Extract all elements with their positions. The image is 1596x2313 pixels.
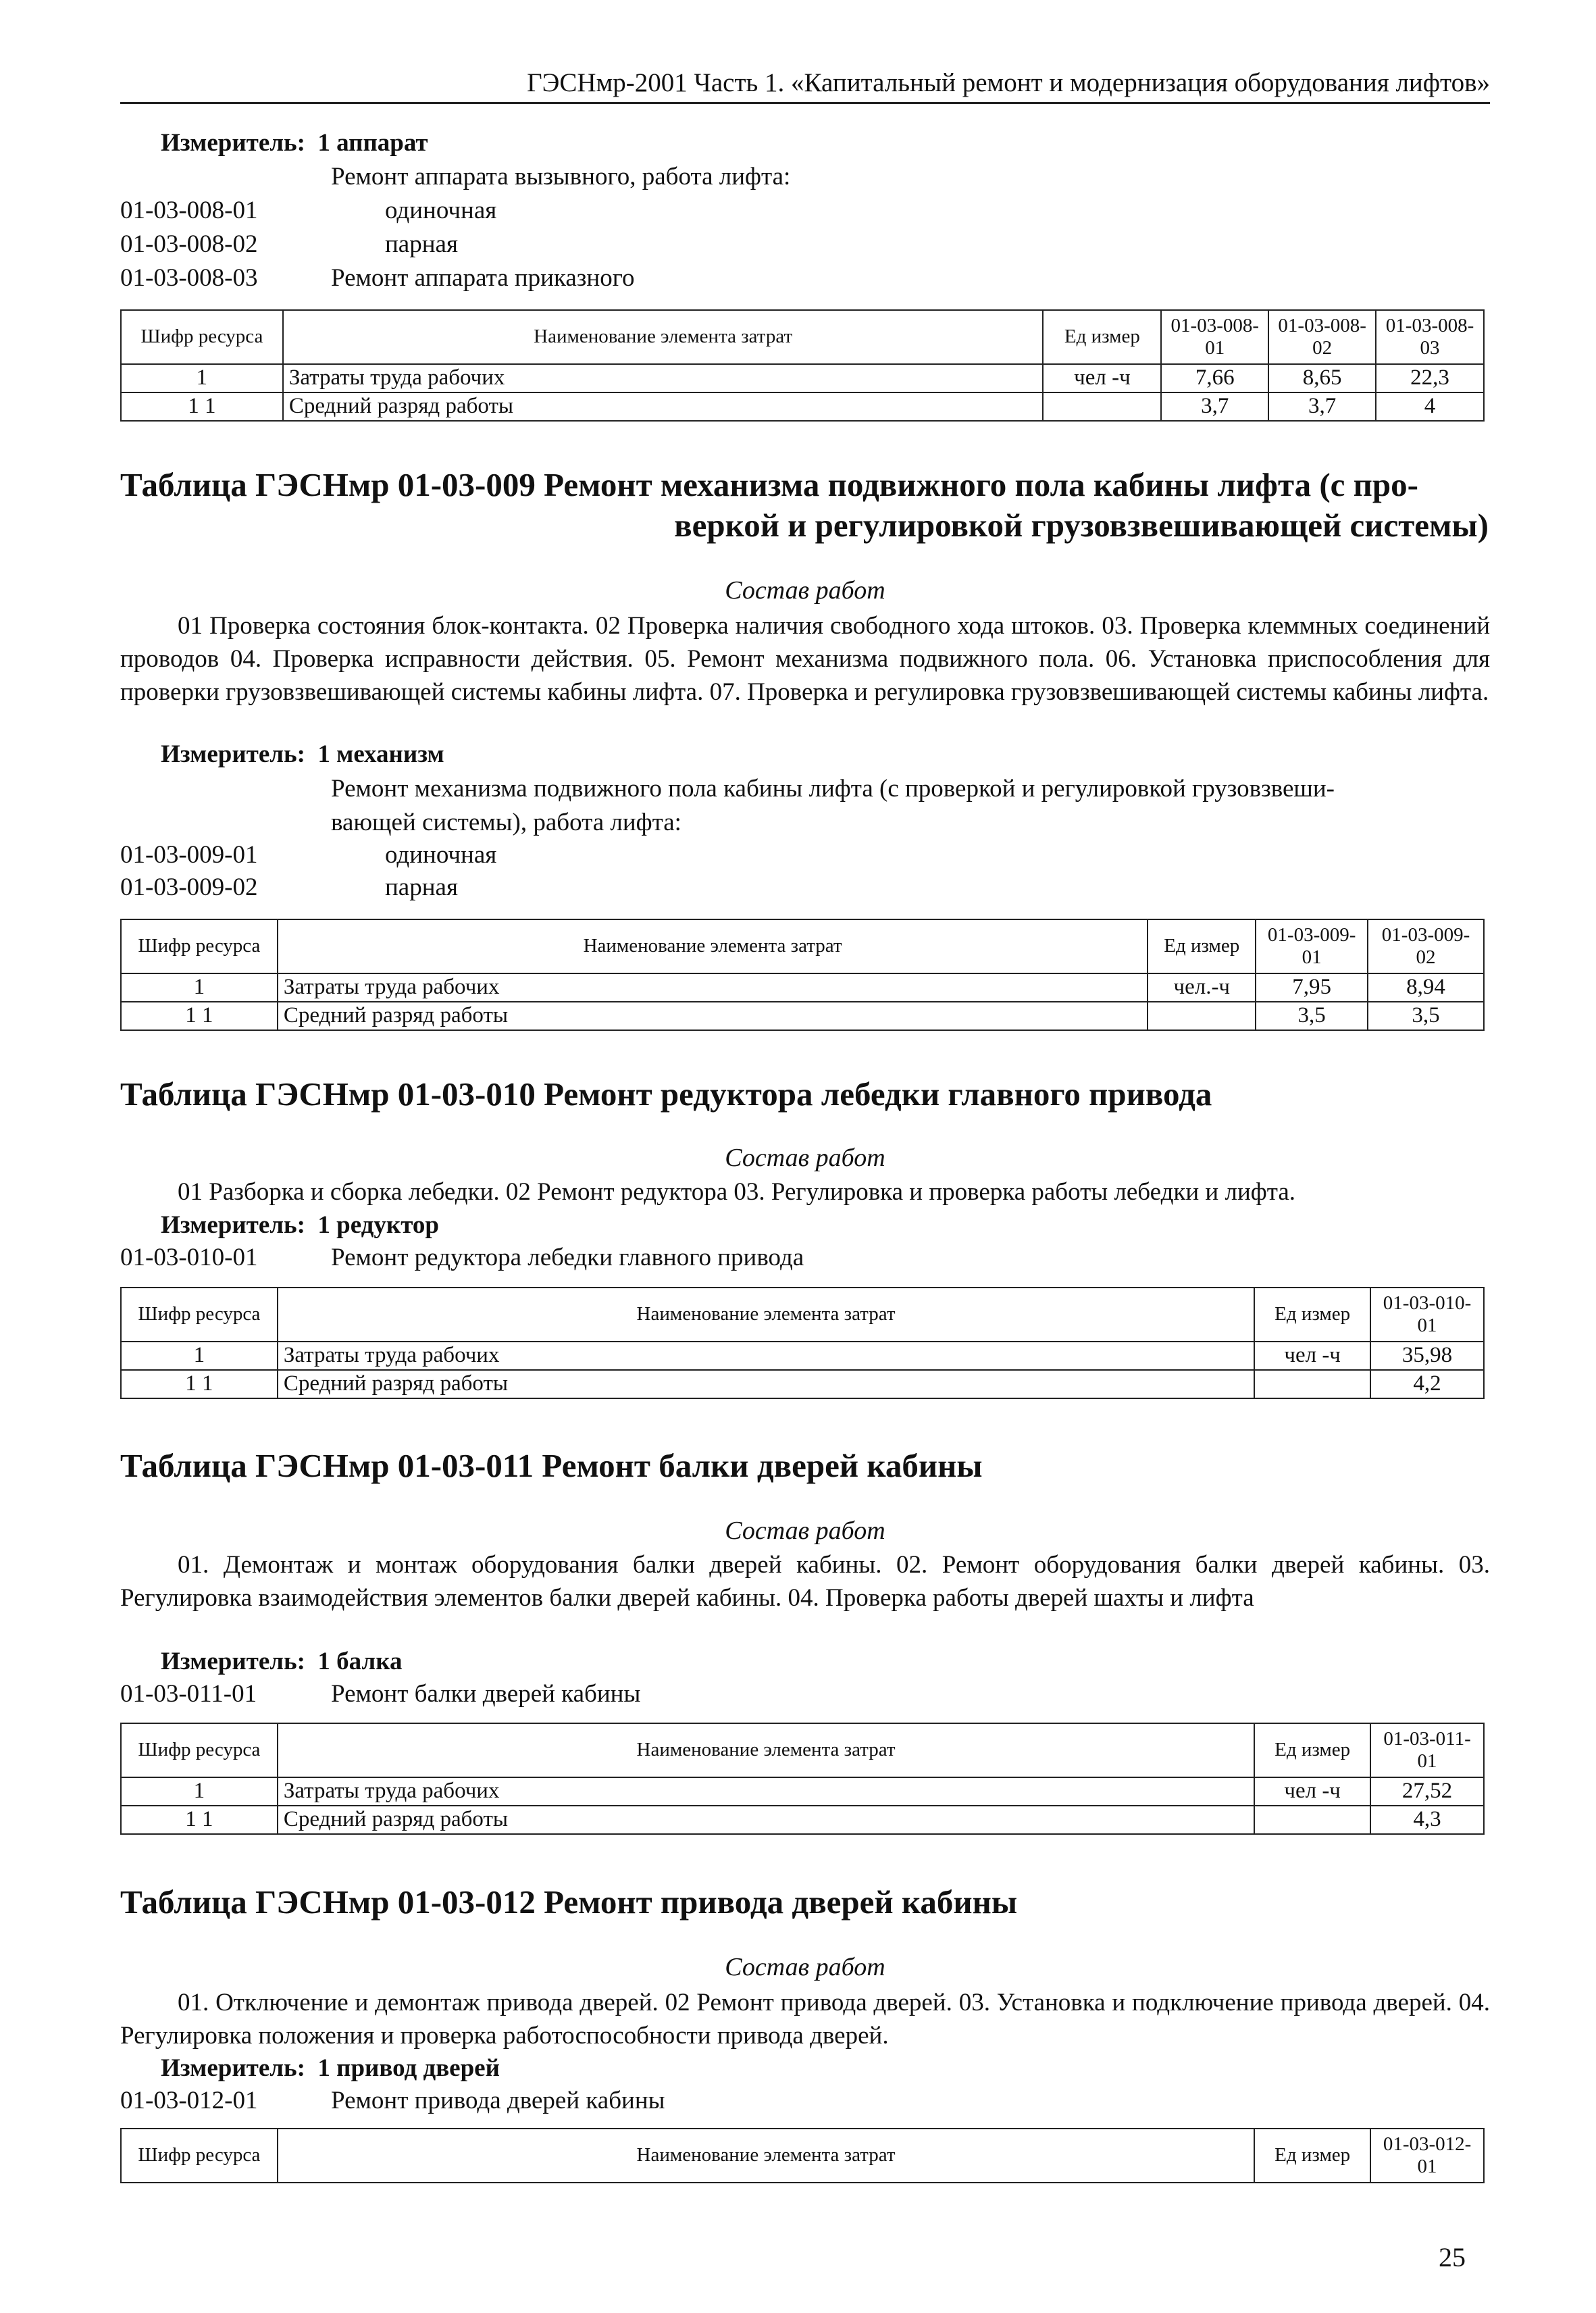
col-header-unit: Ед измер (1254, 1288, 1370, 1342)
cell-code: 1 1 (121, 1370, 278, 1398)
cell-value: 3,5 (1256, 1002, 1368, 1030)
table-row (121, 1002, 1484, 1030)
col-header-code-value: 01-03-008-01 (1161, 310, 1268, 364)
item-code: 01-03-008-02 (120, 230, 258, 258)
cell-code: 1 1 (121, 392, 283, 421)
cell-unit (1254, 1370, 1370, 1398)
meter-label: Измеритель: 1 редуктор (161, 1211, 439, 1239)
cell-value: 3,7 (1161, 392, 1268, 421)
cell-code: 1 (121, 973, 278, 1002)
table-row (121, 1370, 1484, 1398)
col-header-code-value: 01-03-009-02 (1368, 919, 1484, 973)
group-title: Ремонт аппарата вызывного, работа лифта: (331, 163, 791, 190)
cell-name: Затраты труда рабочих (278, 973, 1148, 1002)
item-code: 01-03-011-01 (120, 1680, 257, 1708)
table-header-row (121, 1288, 1484, 1342)
section-title: Таблица ГЭСНмр 01-03-010 Ремонт редуктора лебедки главного привода (120, 1075, 1212, 1113)
cell-name: Средний разряд работы (278, 1370, 1254, 1398)
col-header-code: Шифр ресурса (121, 310, 283, 364)
item-code: 01-03-009-01 (120, 841, 258, 869)
item-name: Ремонт привода дверей кабины (331, 2087, 665, 2114)
col-header-name: Наименование элемента затрат (278, 1723, 1254, 1777)
col-header-code-value: 01-03-012-01 (1370, 2129, 1484, 2183)
table-row (121, 1777, 1484, 1806)
cell-name: Средний разряд работы (283, 392, 1044, 421)
col-header-code-value: 01-03-008-03 (1376, 310, 1484, 364)
table-row (121, 1806, 1484, 1834)
cell-code: 1 1 (121, 1002, 278, 1030)
group-title: Ремонт механизма подвижного пола кабины лифта (с проверкой и регулировкой грузовзвеши- (331, 775, 1335, 803)
cell-value: 3,7 (1268, 392, 1376, 421)
cell-name: Затраты труда рабочих (283, 364, 1044, 392)
cell-value: 7,66 (1161, 364, 1268, 392)
item-name: Ремонт аппарата приказного (331, 264, 635, 292)
table-row (121, 364, 1484, 392)
cell-name: Средний разряд работы (278, 1806, 1254, 1834)
item-code: 01-03-012-01 (120, 2087, 258, 2114)
cell-value: 3,5 (1368, 1002, 1484, 1030)
section-title: Таблица ГЭСНмр 01-03-009 Ремонт механизма подвижного пола кабины лифта (с про- веркой и регулировкой грузовзвешивающей системы) (120, 466, 1489, 544)
cell-value: 4,3 (1370, 1806, 1484, 1834)
meter-label: Измеритель: 1 аппарат (161, 129, 428, 157)
item-name: Ремонт балки дверей кабины (331, 1680, 641, 1708)
works-description: 01. Отключение и демонтаж привода дверей. 02 Ремонт привода дверей. 03. Установка и подключение привода дверей. 04. Регулировка положения и проверка работоспособности привода дверей. (120, 1989, 1490, 2050)
works-description: 01. Демонтаж и монтаж оборудования балки дверей кабины. 02. Ремонт оборудования балки дверей кабины. 03. Регулировка взаимодействия элементов балки дверей кабины. 04. Проверка работы дверей шахты и лифта (120, 1551, 1490, 1612)
works-heading: Состав работ (725, 1517, 885, 1545)
cell-code: 1 (121, 1342, 278, 1370)
col-header-code: Шифр ресурса (121, 2129, 278, 2183)
cell-name: Затраты труда рабочих (278, 1777, 1254, 1806)
cell-code: 1 (121, 364, 283, 392)
meter-label: Измеритель: 1 балка (161, 1648, 403, 1675)
group-title-cont: вающей системы), работа лифта: (331, 809, 681, 836)
meter-label: Измеритель: 1 привод дверей (161, 2054, 500, 2082)
cell-code: 1 1 (121, 1806, 278, 1834)
works-description: 01 Разборка и сборка лебедки. 02 Ремонт редуктора 03. Регулировка и проверка работы лебедки и лифта. (178, 1178, 1296, 1206)
cell-unit: чел -ч (1254, 1777, 1370, 1806)
section-title: Таблица ГЭСНмр 01-03-011 Ремонт балки дверей кабины (120, 1447, 983, 1484)
table-row (121, 1342, 1484, 1370)
page-number: 25 (1439, 2242, 1466, 2272)
works-description: 01 Проверка состояния блок-контакта. 02 Проверка наличия свободного хода штоков. 03. Проверка клеммных соединений проводов 04. Проверка исправности действия. 05. Ремонт механизма подвижного пола. 06. Установка приспособления для проверки грузовзвешивающей системы кабины лифта. 07. Проверка и регулировка грузовзвешивающей системы кабины лифта. (120, 612, 1490, 707)
cell-value: 8,65 (1268, 364, 1376, 392)
table-row (121, 392, 1484, 421)
col-header-code-value: 01-03-011-01 (1370, 1723, 1484, 1777)
cell-name: Затраты труда рабочих (278, 1342, 1254, 1370)
cell-value: 8,94 (1368, 973, 1484, 1002)
works-heading: Состав работ (725, 576, 885, 605)
item-code: 01-03-010-01 (120, 1244, 258, 1271)
col-header-unit: Ед измер (1148, 919, 1256, 973)
cell-unit: чел.-ч (1148, 973, 1256, 1002)
works-heading: Состав работ (725, 1144, 885, 1172)
item-name: одиночная (385, 841, 497, 869)
table-header-row (121, 1723, 1484, 1777)
col-header-unit: Ед измер (1043, 310, 1161, 364)
cell-value: 7,95 (1256, 973, 1368, 1002)
cell-unit (1043, 392, 1161, 421)
resource-table-011 (120, 1723, 1485, 1835)
resource-table-012 (120, 2128, 1485, 2183)
resource-table-009 (120, 919, 1485, 1031)
col-header-code-value: 01-03-009-01 (1256, 919, 1368, 973)
cell-unit: чел -ч (1254, 1342, 1370, 1370)
cell-unit (1254, 1806, 1370, 1834)
table-header-row (121, 310, 1484, 364)
works-heading: Состав работ (725, 1953, 885, 1981)
table-row (121, 973, 1484, 1002)
item-name: парная (385, 230, 458, 258)
meter-label: Измеритель: 1 механизм (161, 740, 444, 768)
item-code: 01-03-008-01 (120, 197, 258, 224)
cell-code: 1 (121, 1777, 278, 1806)
cell-value: 4 (1376, 392, 1484, 421)
col-header-code-value: 01-03-008-02 (1268, 310, 1376, 364)
table-header-row (121, 919, 1484, 973)
col-header-name: Наименование элемента затрат (278, 2129, 1254, 2183)
resource-table-010 (120, 1287, 1485, 1399)
item-name: Ремонт редуктора лебедки главного привода (331, 1244, 804, 1271)
col-header-name: Наименование элемента затрат (278, 1288, 1254, 1342)
col-header-unit: Ед измер (1254, 2129, 1370, 2183)
section-title: Таблица ГЭСНмр 01-03-012 Ремонт привода дверей кабины (120, 1883, 1018, 1921)
col-header-code-value: 01-03-010-01 (1370, 1288, 1484, 1342)
item-code: 01-03-008-03 (120, 264, 258, 292)
col-header-code: Шифр ресурса (121, 1723, 278, 1777)
cell-unit: чел -ч (1043, 364, 1161, 392)
cell-value: 35,98 (1370, 1342, 1484, 1370)
cell-unit (1148, 1002, 1256, 1030)
cell-name: Средний разряд работы (278, 1002, 1148, 1030)
cell-value: 22,3 (1376, 364, 1484, 392)
cell-value: 27,52 (1370, 1777, 1484, 1806)
item-name: одиночная (385, 197, 497, 224)
col-header-unit: Ед измер (1254, 1723, 1370, 1777)
col-header-name: Наименование элемента затрат (283, 310, 1044, 364)
table-header-row (121, 2129, 1484, 2183)
item-code: 01-03-009-02 (120, 873, 258, 901)
col-header-code: Шифр ресурса (121, 919, 278, 973)
page-header: ГЭСНмр-2001 Часть 1. «Капитальный ремонт и модернизация оборудования лифтов» (120, 68, 1490, 104)
col-header-name: Наименование элемента затрат (278, 919, 1148, 973)
item-name: парная (385, 873, 458, 901)
col-header-code: Шифр ресурса (121, 1288, 278, 1342)
cell-value: 4,2 (1370, 1370, 1484, 1398)
resource-table-008 (120, 309, 1485, 422)
